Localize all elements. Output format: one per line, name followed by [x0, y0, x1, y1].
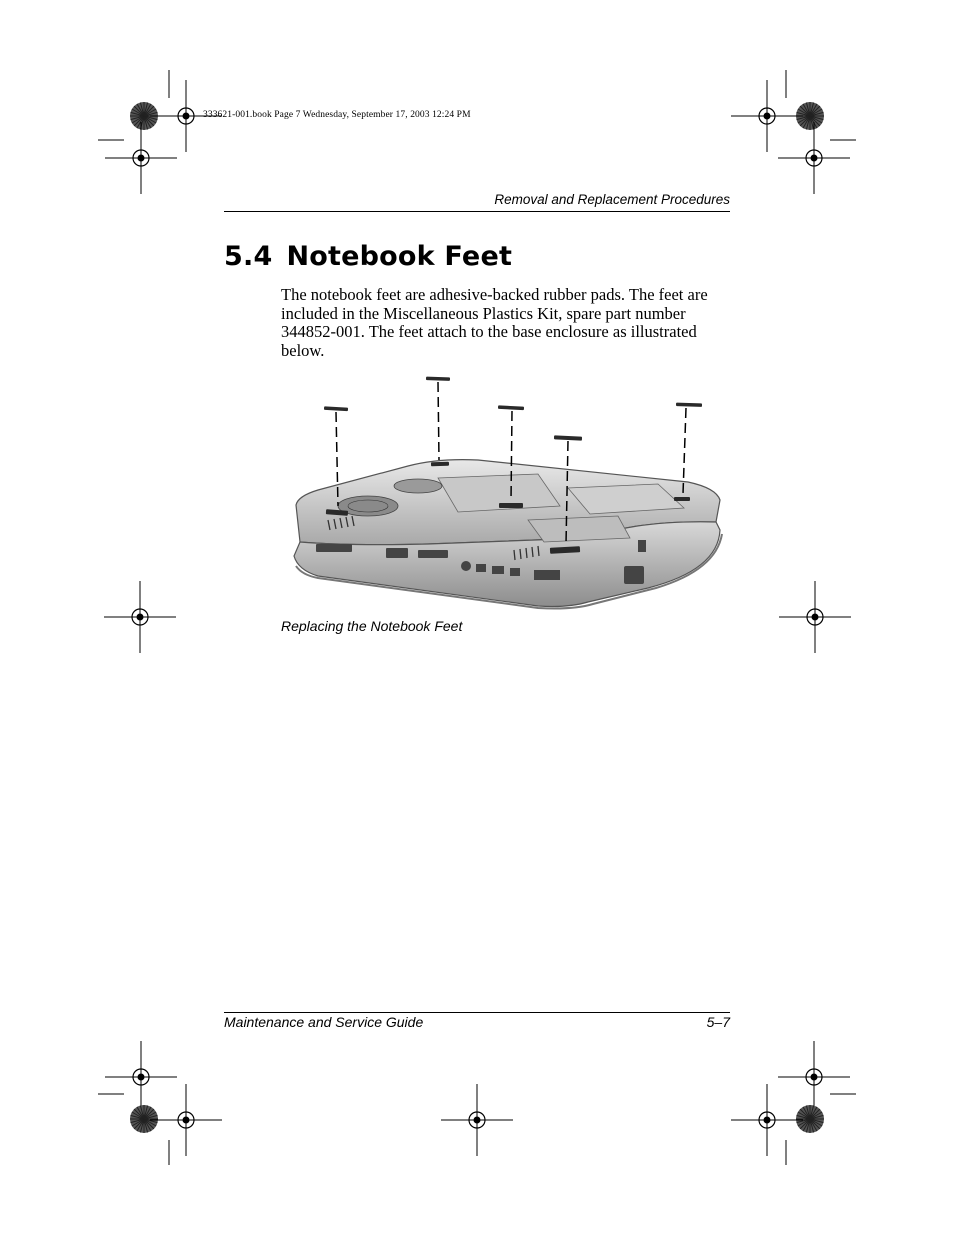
header-rule	[224, 211, 730, 212]
body-line: below.	[281, 340, 325, 360]
registration-target-icon	[731, 80, 803, 152]
body-line: The notebook feet are adhesive-backed rubber pads. The feet are	[281, 285, 708, 304]
registration-target-icon	[150, 1084, 222, 1156]
registration-target-icon	[778, 1041, 850, 1113]
color-bar-icon	[796, 1105, 824, 1133]
page-number: 5–7	[706, 1014, 730, 1030]
registration-target-icon	[779, 581, 851, 653]
section-heading	[224, 241, 512, 272]
figure-caption: Replacing the Notebook Feet	[281, 618, 463, 634]
registration-target-icon	[105, 122, 177, 194]
section-title: Notebook Feet	[286, 241, 513, 272]
body-line: 344852-001. The feet attach to the base enclosure as illustrated	[281, 322, 697, 341]
registration-target-icon	[105, 1041, 177, 1113]
print-info-line: 333621-001.book Page 7 Wednesday, September 17, 2003 12:24 PM	[203, 110, 471, 120]
color-bar-icon	[130, 1105, 158, 1133]
registration-target-icon	[104, 581, 176, 653]
section-number: 5.4	[224, 241, 273, 272]
body-line: included in the Miscellaneous Plastics Kit, spare part number	[281, 303, 686, 323]
running-head: Removal and Replacement Procedures	[494, 192, 730, 207]
registration-target-icon	[778, 122, 850, 194]
footer-rule	[224, 1012, 730, 1013]
registration-target-icon	[441, 1084, 513, 1156]
notebook-feet-illustration	[288, 370, 732, 615]
footer-title: Maintenance and Service Guide	[224, 1014, 424, 1030]
body-paragraph	[281, 286, 733, 360]
registration-target-icon	[731, 1084, 803, 1156]
